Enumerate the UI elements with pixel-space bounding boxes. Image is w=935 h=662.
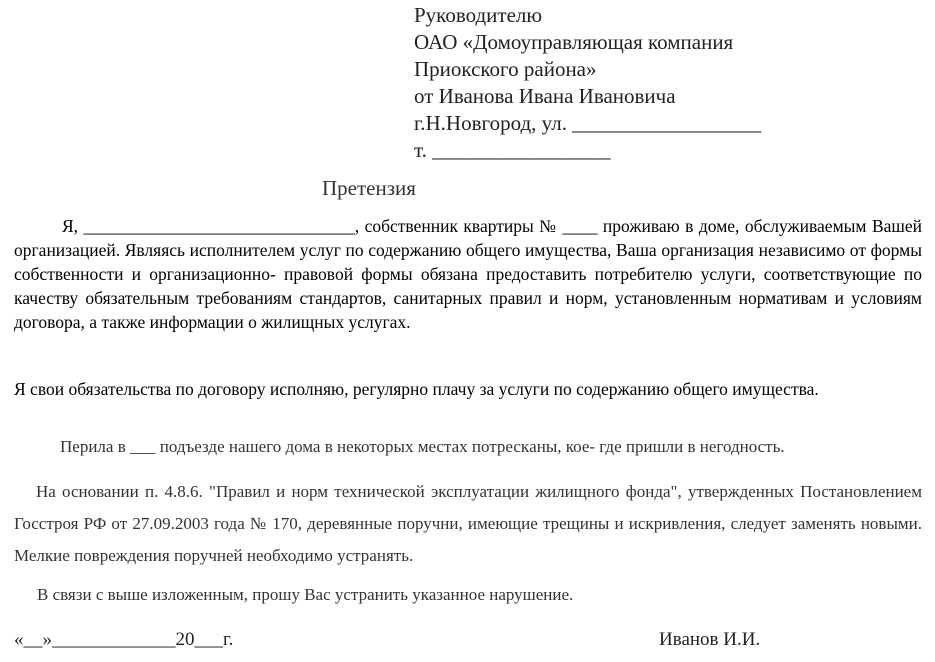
addressee-line-address: г.Н.Новгород, ул. __________________	[414, 111, 762, 135]
paragraph-railing-damage: Перила в ___ подъезде нашего дома в некоторых местах потрескaны, кое- где пришли в негодность.	[60, 437, 785, 456]
paragraph-legal-basis: На основании п. 4.8.6. "Правил и норм технической эксплуатации жилищного фонда", утвержденных Постановлением Госстроя РФ от 27.09.2003 года № 170, деревянные поручни, имеющие трещины и искривления, следует заменять новыми. Мелкие повреждения поручней необходимо устранять.	[14, 482, 922, 565]
paragraph-owner-statement: Я, _______________________________, собственник квартиры № ____ проживаю в доме, обслуживаемым Вашей организацией. Являясь исполнителем услуг по содержанию общего имущества, Ваша организация независимо от формы собственности и организационно- правовой формы обязана предоставить потребителю услуги, соответствующие по качеству обязательным требованиям стандартов, санитарных правил и норм, установленным нормативам и условиям договора, а также информации о жилищных услугах.	[14, 216, 922, 332]
addressee-line-phone: т. _________________	[414, 138, 611, 162]
date-line: «__»_____________20___г.	[14, 629, 234, 650]
addressee-line-recipient-title: Руководителю	[414, 3, 543, 27]
paragraph-obligations: Я свои обязательства по договору исполняю, регулярно плачу за услуги по содержанию общего имущества.	[14, 379, 819, 399]
document-title: Претензия	[322, 176, 416, 200]
addressee-line-company: ОАО «Домоуправляющая компания	[414, 30, 734, 54]
addressee-line-sender: от Иванова Ивана Ивановича	[414, 84, 676, 108]
signature: Иванов И.И.	[659, 629, 761, 650]
addressee-line-district: Приокского района»	[414, 57, 597, 81]
paragraph-request: В связи с выше изложенным, прошу Вас устранить указанное нарушение.	[37, 585, 574, 604]
